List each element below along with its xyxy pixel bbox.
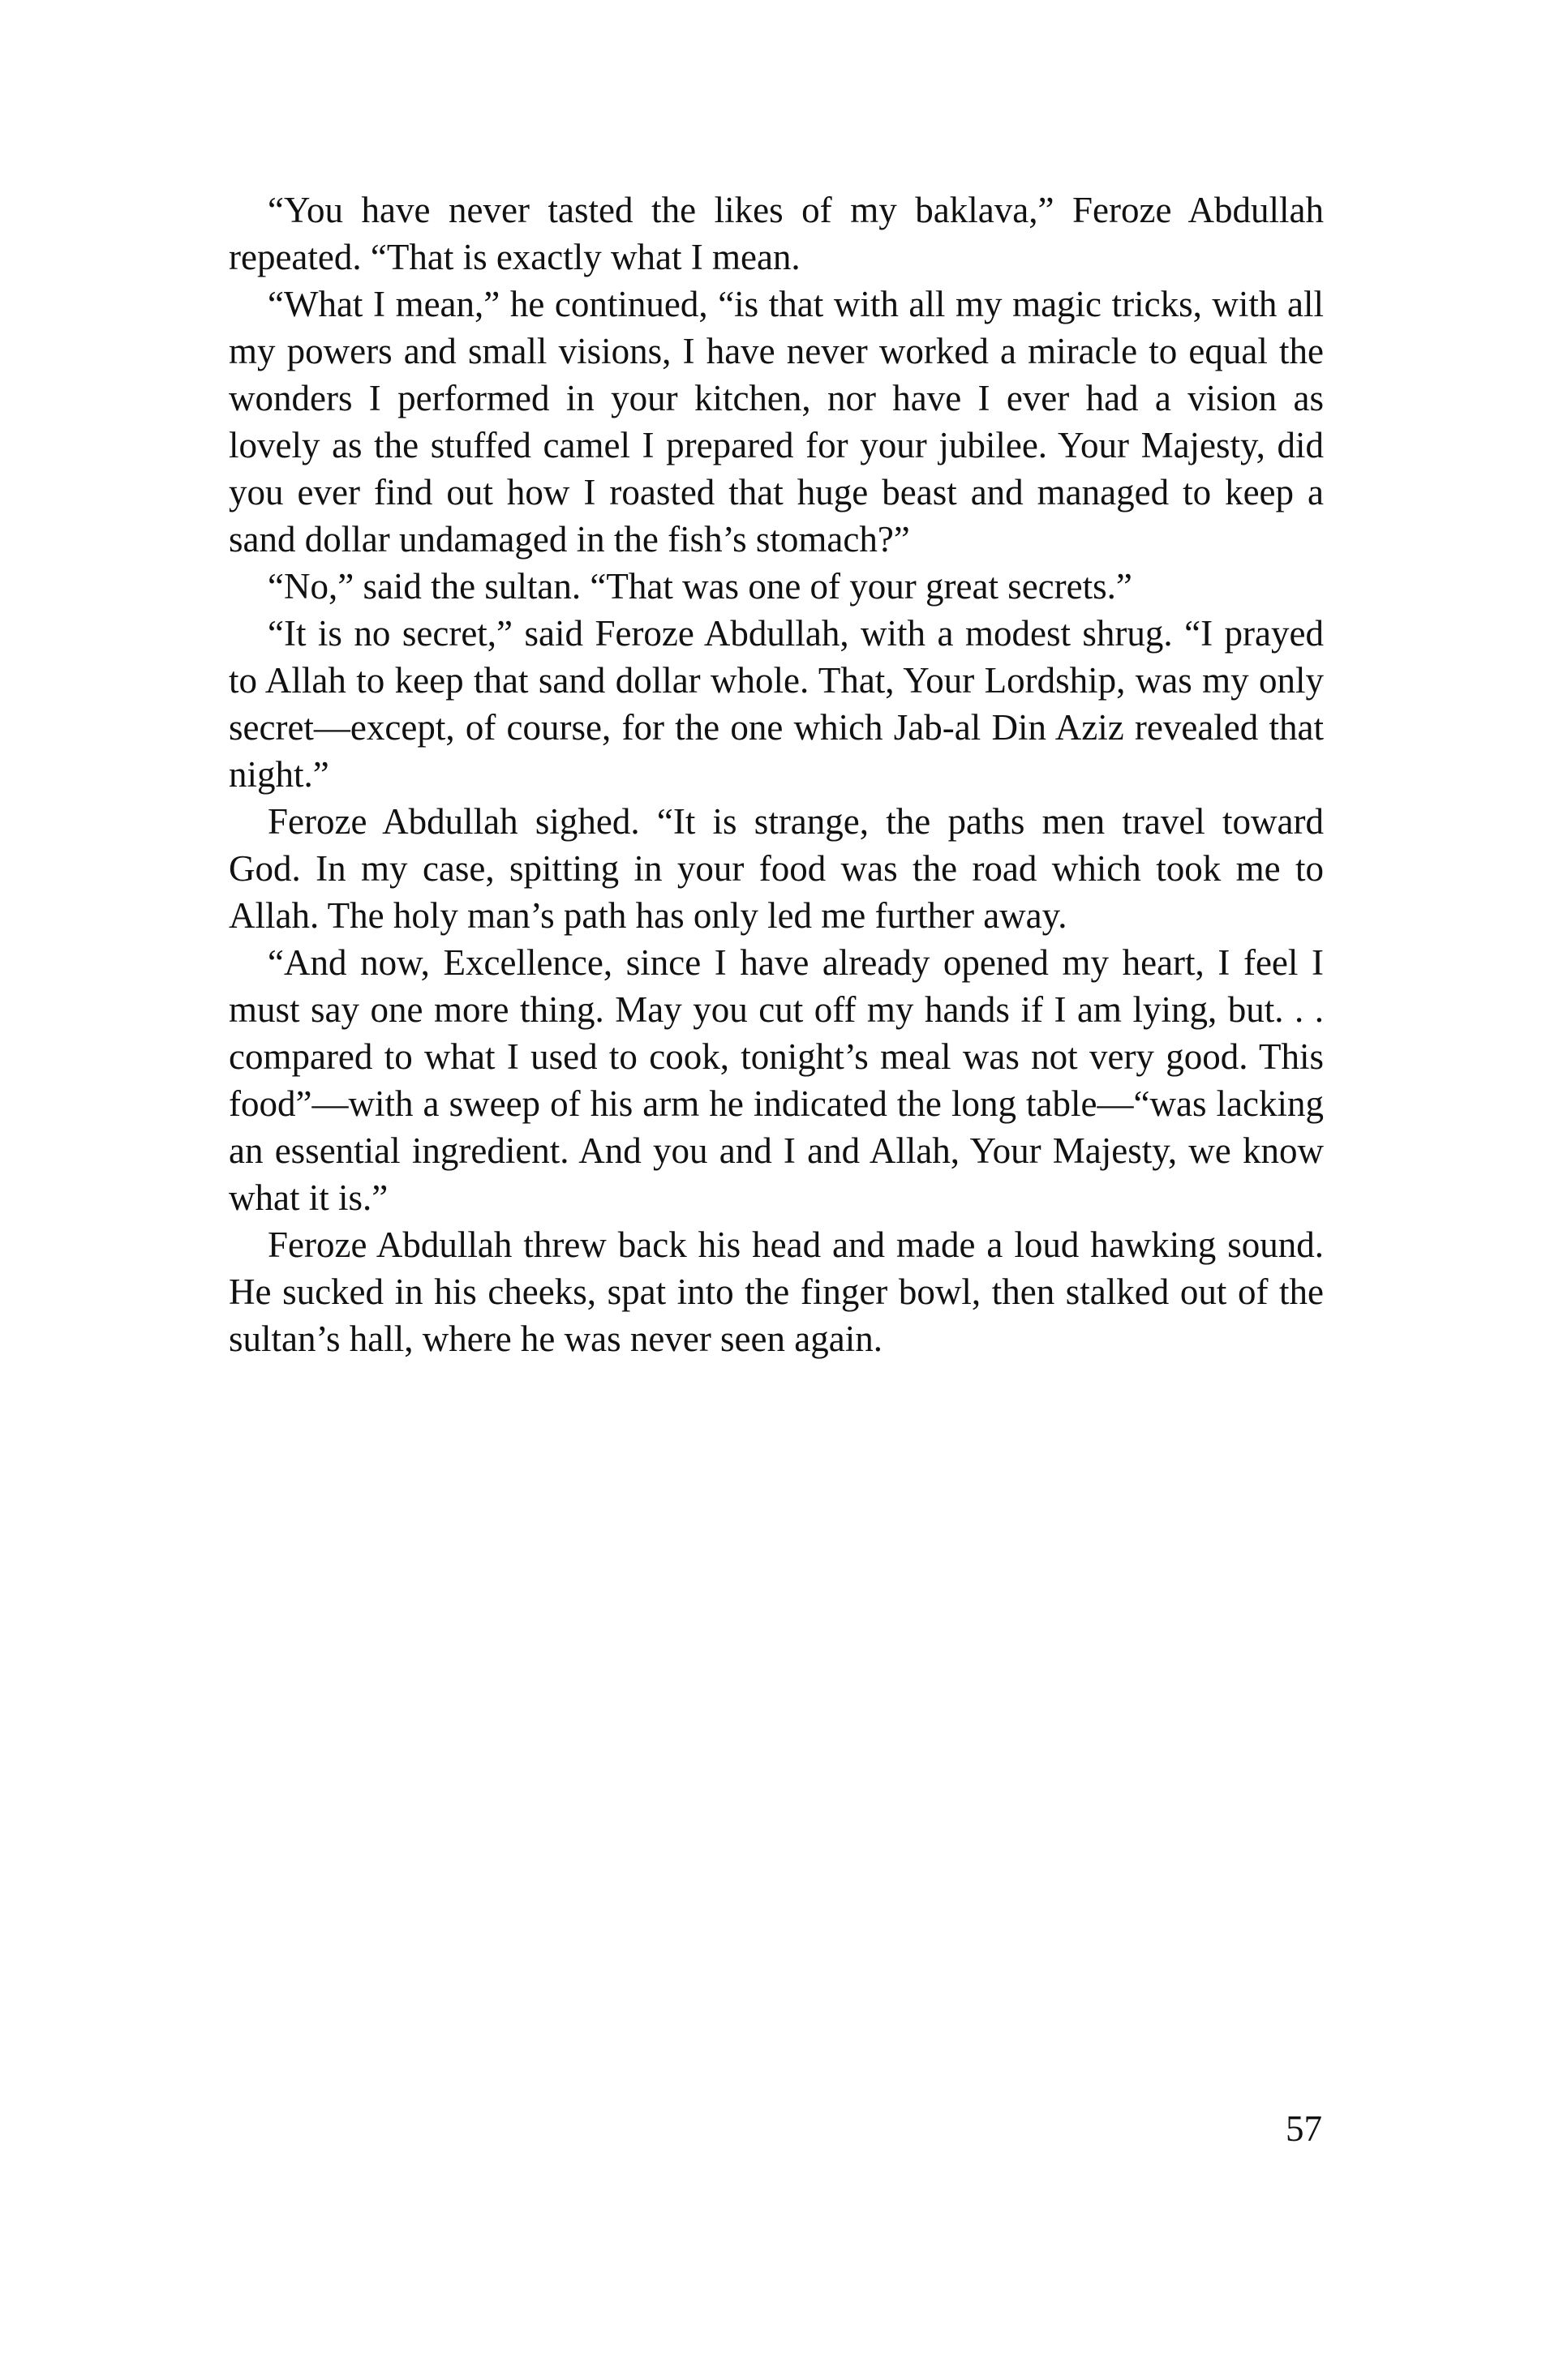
page-number: 57 xyxy=(1286,2108,1322,2149)
paragraph-6: “And now, Excellence, since I have already opened my heart, I feel I must say one more thing. May you cut off my hands if I am lying, but. . . compared to what I used to cook, tonight’s meal was not very good. This food”—with a sweep of his arm he indicated the long table—“was lacking an essential ingredient. And you and I and Allah, Your Majesty, we know what it is.” xyxy=(229,942,1324,1218)
paragraph-7: Feroze Abdullah threw back his head and made a loud hawking sound. He sucked in his cheeks, spat into the finger bowl, then stalked out of the sultan’s hall, where he was never seen again. xyxy=(229,1224,1324,1359)
paragraph-5: Feroze Abdullah sighed. “It is strange, the paths men travel toward God. In my case, spitting in your food was the road which took me to Allah. The holy man’s path has only led me further away. xyxy=(229,801,1324,936)
paragraph-2: “What I mean,” he continued, “is that with all my magic tricks, with all my powers and small visions, I have never worked a miracle to equal the wonders I performed in your kitchen, nor have I ever had a vision as lovely as the stuffed camel I prepared for your jubilee. Your Majesty, did you ever find out how I roasted that huge beast and managed to keep a sand dollar undamaged in the fish’s stomach?” xyxy=(229,284,1324,560)
paragraph-4: “It is no secret,” said Feroze Abdullah, with a modest shrug. “I prayed to Allah to keep that sand dollar whole. That, Your Lordship, was my only secret—except, of course, for the one which Jab-al Din Aziz revealed that night.” xyxy=(229,613,1324,795)
paragraph-1: “You have never tasted the likes of my baklava,” Feroze Abdullah repeated. “That is exactly what I mean. xyxy=(229,190,1324,277)
paragraph-3: “No,” said the sultan. “That was one of your great secrets.” xyxy=(268,566,1132,607)
body-text xyxy=(229,187,1324,1362)
